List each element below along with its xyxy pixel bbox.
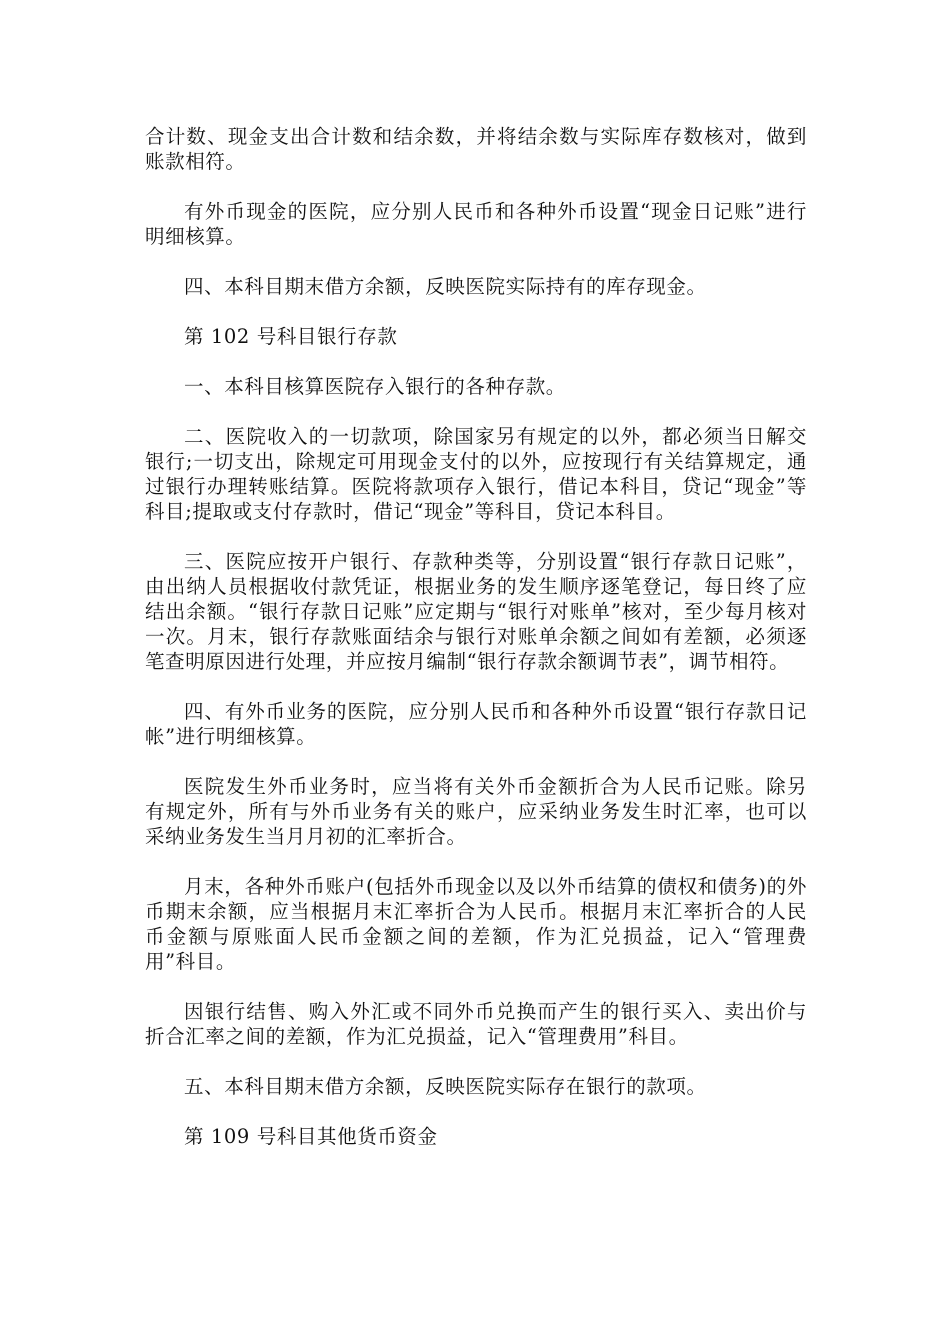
paragraph-foreign-business: 医院发生外币业务时，应当将有关外币金额折合为人民币记账。除另有规定外，所有与外币业务有关的账户，应采纳业务发生时汇率，也可以采纳业务发生当月月初的汇率折合。 — [145, 775, 807, 848]
paragraph-exchange-difference: 因银行结售、购入外汇或不同外币兑换而产生的银行买入、卖出价与折合汇率之间的差额，作为汇兑损益，记入“管理费用”科目。 — [145, 1000, 807, 1048]
document-page — [145, 124, 807, 1174]
paragraph-cash-balance: 四、本科目期末借方余额，反映医院实际持有的库存现金。 — [184, 275, 707, 298]
paragraph-month-end: 月末，各种外币账户(包括外币现金以及以外币结算的债权和债务)的外币期末余额，应当根据月末汇率折合为人民币。根据月末汇率折合的人民币金额与原账面人民币金额之间的差额，作为汇兑损益，记入“管理费用”科目。 — [145, 875, 807, 973]
paragraph-item-2: 二、医院收入的一切款项，除国家另有规定的以外，都必须当日解交银行;一切支出，除规定可用现金支付的以外，应按现行有关结算规定，通过银行办理转账结算。医院将款项存入银行，借记本科目，贷记“现金”等科目;提取或支付存款时，借记“现金”等科目，贷记本科目。 — [145, 425, 807, 523]
paragraph-item-5: 五、本科目期末借方余额，反映医院实际存在银行的款项。 — [184, 1075, 707, 1098]
paragraph-continued: 合计数、现金支出合计数和结余数，并将结余数与实际库存数核对，做到账款相符。 — [145, 125, 807, 173]
section-heading-109: 第 109 号科目其他货币资金 — [184, 1125, 438, 1148]
paragraph-item-3: 三、医院应按开户银行、存款种类等，分别设置“银行存款日记账”，由出纳人员根据收付款凭证，根据业务的发生顺序逐笔登记，每日终了应结出余额。“银行存款日记账”应定期与“银行对账单”核对，至少每月核对一次。月末，银行存款账面结余与银行对账单余额之间如有差额，必须逐笔查明原因进行处理，并应按月编制“银行存款余额调节表”，调节相符。 — [145, 550, 807, 673]
section-heading-102: 第 102 号科目银行存款 — [184, 325, 398, 348]
paragraph-item-4: 四、有外币业务的医院，应分别人民币和各种外币设置“银行存款日记帐”进行明细核算。 — [145, 700, 807, 748]
paragraph-item-1: 一、本科目核算医院存入银行的各种存款。 — [184, 375, 566, 398]
paragraph-foreign-cash: 有外币现金的医院，应分别人民币和各种外币设置“现金日记账”进行明细核算。 — [145, 200, 807, 248]
